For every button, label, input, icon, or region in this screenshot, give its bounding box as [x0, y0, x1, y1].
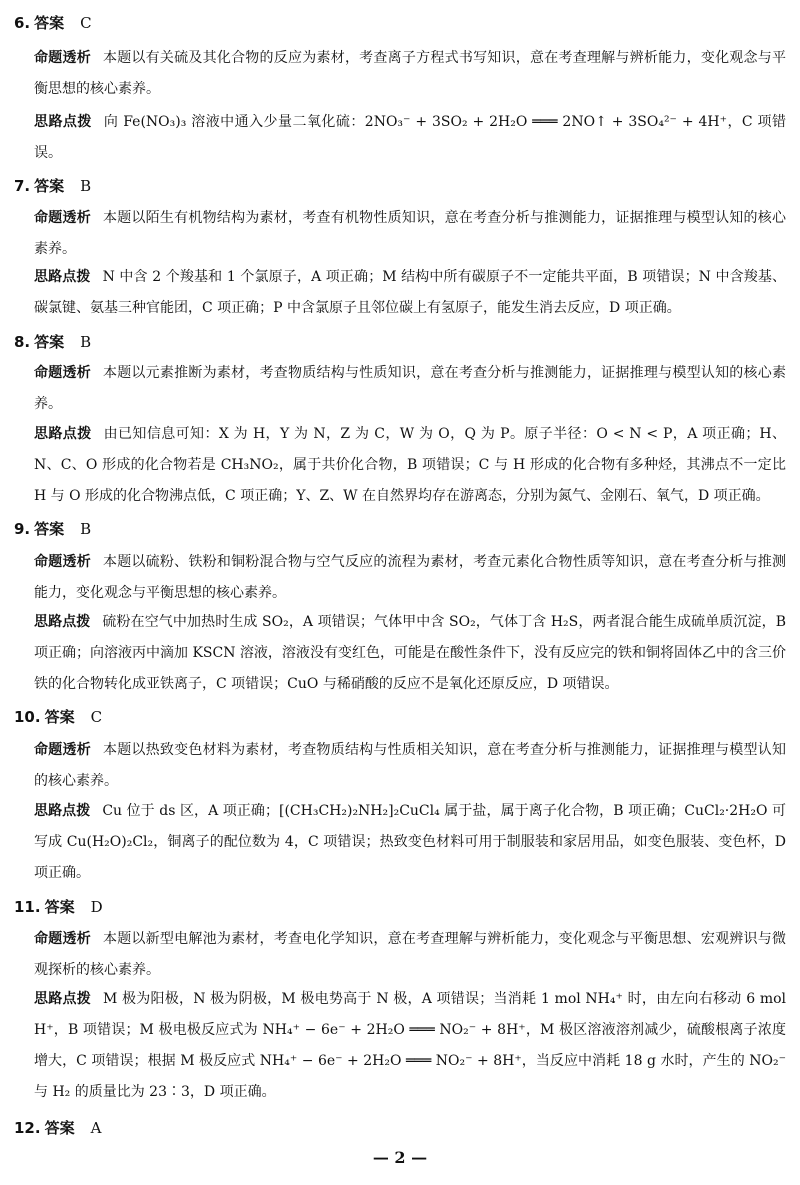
- question-number: 6.: [14, 14, 31, 32]
- answer-label: 答案: [34, 177, 65, 195]
- answer-label: 答案: [34, 333, 65, 351]
- analysis-text: 本题以新型电解池为素材，考查电化学知识，意在考查理解与辨析能力，变化观念与平衡思想、宏观辨识与微观探析的核心素养。: [34, 931, 787, 978]
- hint-label: 思路点拨: [34, 269, 91, 285]
- question-7-heading: [14, 175, 91, 196]
- answer-label: 答案: [34, 520, 65, 538]
- answer-letter: C: [80, 14, 92, 32]
- hint-label: 思路点拨: [34, 426, 92, 442]
- analysis-label: 命题透析: [34, 210, 91, 226]
- answer-letter: C: [90, 708, 103, 726]
- question-number: 9.: [14, 520, 31, 538]
- answer-letter: B: [80, 177, 92, 195]
- analysis-text: 本题以热致变色材料为素材，考查物质结构与性质相关知识，意在考查分析与推测能力，证据推理与模型认知的核心素养。: [34, 742, 787, 789]
- analysis-text: 本题以陌生有机物结构为素材，考查有机物性质知识，意在考查分析与推测能力，证据推理与模型认知的核心素养。: [34, 210, 787, 257]
- answer-label: 答案: [34, 14, 65, 32]
- analysis-label: 命题透析: [34, 554, 91, 570]
- answer-letter: B: [80, 520, 92, 538]
- question-9-heading: [14, 518, 91, 539]
- answer-letter: B: [80, 333, 92, 351]
- question-7-hint: [34, 262, 786, 324]
- question-number: 7.: [14, 177, 31, 195]
- analysis-text: 本题以有关硫及其化合物的反应为素材，考查离子方程式书写知识，意在考查理解与辨析能力，变化观念与平衡思想的核心素养。: [34, 50, 787, 97]
- question-10-hint: [34, 796, 786, 889]
- analysis-label: 命题透析: [34, 365, 91, 381]
- question-11-heading: [14, 896, 103, 917]
- question-number: 11.: [14, 898, 41, 916]
- question-8-heading: [14, 331, 91, 352]
- hint-text: 硫粉在空气中加热时生成 SO₂，A 项错误；气体甲中含 SO₂，气体丁含 H₂S，两者混合能生成硫单质沉淀，B 项正确；向溶液丙中滴加 KSCN 溶液，溶液没有变红色，可能是在酸性条件下，没有反应完的铁和铜将固体乙中的含三价铁的化合物转化成亚铁离子，C 项错误；CuO 与稀硝酸的反应不是氧化还原反应，D 项错误。: [34, 614, 786, 692]
- analysis-text: 本题以硫粉、铁粉和铜粉混合物与空气反应的流程为素材，考查元素化合物性质等知识，意在考查分析与推测能力，变化观念与平衡思想的核心素养。: [34, 554, 787, 601]
- question-number: 8.: [14, 333, 31, 351]
- hint-text: N 中含 2 个羧基和 1 个氯原子，A 项正确；M 结构中所有碳原子不一定能共平面，B 项错误；N 中含羧基、碳氯键、氨基三种官能团，C 项正确；P 中含氯原子且邻位碳上有氢原子，能发生消去反应，D 项正确。: [34, 269, 786, 316]
- question-8-analysis: [34, 358, 786, 420]
- answer-label: 答案: [44, 1119, 75, 1137]
- question-6-analysis: [34, 43, 786, 105]
- analysis-label: 命题透析: [34, 931, 91, 947]
- hint-text: 由已知信息可知：X 为 H，Y 为 N，Z 为 C，W 为 O，Q 为 P。原子半径：O < N < P，A 项正确；H、N、C、O 形成的化合物若是 CH₃NO₂，属于共价化合物，B 项错误；C 与 H 形成的化合物有多种烃，其沸点不一定比 H 与 O 形成的化合物沸点低，C 项正确；Y、Z、W 在自然界均存在游离态，分别为氮气、金刚石、氧气，D 项正确。: [34, 426, 786, 504]
- question-9-hint: [34, 607, 786, 700]
- question-7-analysis: [34, 203, 786, 265]
- question-10-heading: [14, 706, 102, 727]
- page-number: — 2 —: [372, 1148, 428, 1167]
- question-11-hint: [34, 984, 786, 1108]
- hint-label: 思路点拨: [34, 114, 92, 130]
- answer-label: 答案: [44, 708, 75, 726]
- question-number: 10.: [14, 708, 41, 726]
- question-8-hint: [34, 419, 786, 512]
- question-10-analysis: [34, 735, 786, 797]
- question-6-hint: [34, 107, 786, 169]
- hint-text: M 极为阳极，N 极为阴极，M 极电势高于 N 极，A 项错误；当消耗 1 mol NH₄⁺ 时，由左向右移动 6 mol H⁺，B 项错误；M 极电极反应式为 NH₄⁺ − 6e⁻ + 2H₂O ═══ NO₂⁻ + 8H⁺，M 极区溶液溶剂减少，硫酸根离子浓度增大，C 项错误；根据 M 极反应式 NH₄⁺ − 6e⁻ + 2H₂O ═══ NO₂⁻ + 8H⁺，当反应中消耗 18 g 水时，产生的 NO₂⁻ 与 H₂ 的质量比为 23∶3，D 项正确。: [34, 991, 787, 1100]
- answer-letter: A: [90, 1119, 102, 1137]
- question-6-heading: [14, 12, 92, 33]
- question-12-heading: [14, 1117, 101, 1138]
- hint-text: Cu 位于 ds 区，A 项正确；[(CH₃CH₂)₂NH₂]₂CuCl₄ 属于盐，属于离子化合物，B 项正确；CuCl₂·2H₂O 可写成 Cu(H₂O)₂Cl₂，铜离子的配位数为 4，C 项错误；热致变色材料可用于制服装和家居用品，如变色服装、变色杯，D 项正确。: [34, 803, 786, 881]
- question-9-analysis: [34, 547, 786, 609]
- hint-text: 向 Fe(NO₃)₃ 溶液中通入少量二氧化硫：2NO₃⁻ + 3SO₂ + 2H₂O ═══ 2NO↑ + 3SO₄²⁻ + 4H⁺，C 项错误。: [34, 114, 787, 161]
- answer-label: 答案: [44, 898, 75, 916]
- answer-letter: D: [90, 898, 103, 916]
- question-11-analysis: [34, 924, 786, 986]
- hint-label: 思路点拨: [34, 991, 91, 1007]
- analysis-label: 命题透析: [34, 742, 91, 758]
- hint-label: 思路点拨: [34, 614, 91, 630]
- analysis-text: 本题以元素推断为素材，考查物质结构与性质知识，意在考查分析与推测能力，证据推理与模型认知的核心素养。: [34, 365, 787, 412]
- hint-label: 思路点拨: [34, 803, 91, 819]
- analysis-label: 命题透析: [34, 50, 91, 66]
- question-number: 12.: [14, 1119, 41, 1137]
